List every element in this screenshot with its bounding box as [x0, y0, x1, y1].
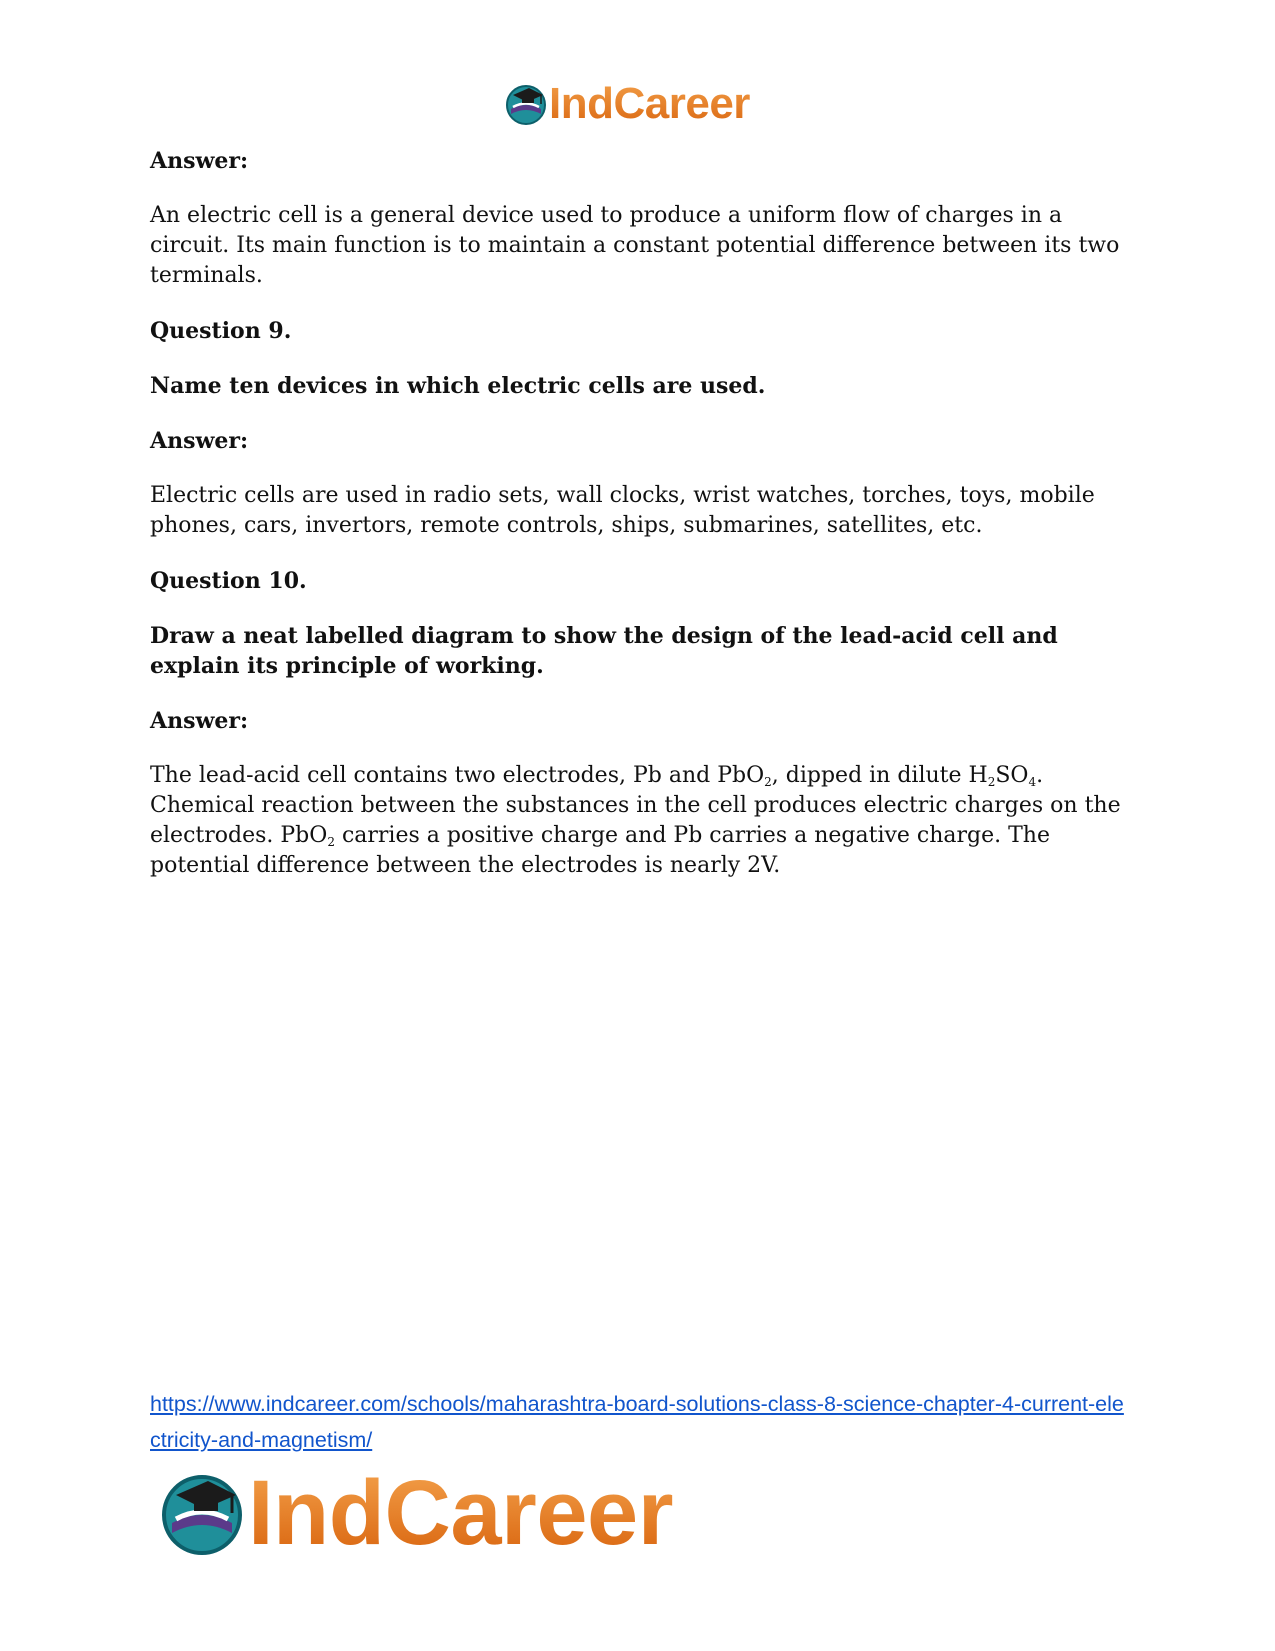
answer-label: Answer:	[150, 148, 249, 174]
answer-10-part: . Chemical reaction between the substances in the cell produces electric charges on the electrodes. PbO	[150, 763, 1121, 848]
question-9-heading: Question 9.	[150, 318, 292, 344]
subscript: 2	[327, 835, 335, 849]
main-content	[150, 146, 1140, 906]
logo-wordmark: IndCareer	[549, 79, 750, 128]
subscript: 2	[764, 775, 772, 789]
answer-8-text: An electric cell is a general device used to produce a uniform flow of charges in a circuit. Its main function is to maintain a constant potential difference between its two terminals.	[150, 203, 1120, 288]
source-url-link[interactable]: https://www.indcareer.com/schools/maharashtra-board-solutions-class-8-science-chapter-4-current-electricity-and-magnetism/	[150, 1392, 1124, 1452]
question-10-heading: Question 10.	[150, 568, 307, 594]
graduation-cap-book-globe-icon	[505, 83, 547, 125]
answer-label: Answer:	[150, 708, 249, 734]
header-logo	[505, 80, 750, 128]
subscript: 4	[1028, 775, 1037, 789]
question-10-text: Draw a neat labelled diagram to show the design of the lead-acid cell and explain its principle of working.	[150, 623, 1058, 679]
graduation-cap-book-globe-icon	[160, 1471, 244, 1555]
footer-logo	[160, 1462, 673, 1564]
answer-label: Answer:	[150, 428, 249, 454]
answer-10-part: SO	[995, 763, 1029, 788]
question-9-text: Name ten devices in which electric cells are used.	[150, 373, 766, 399]
answer-10-part: The lead-acid cell contains two electrodes, Pb and PbO	[150, 763, 765, 788]
answer-10-part: carries a positive charge and Pb carries a negative charge. The potential difference between the electrodes is nearly 2V.	[150, 823, 1050, 878]
answer-10-text	[150, 761, 1140, 881]
logo-wordmark: IndCareer	[248, 1462, 673, 1564]
answer-9-text: Electric cells are used in radio sets, wall clocks, wrist watches, torches, toys, mobile phones, cars, invertors, remote controls, ships, submarines, satellites, etc.	[150, 483, 1095, 538]
subscript: 2	[987, 775, 996, 789]
answer-10-part: , dipped in dilute H	[771, 763, 988, 788]
